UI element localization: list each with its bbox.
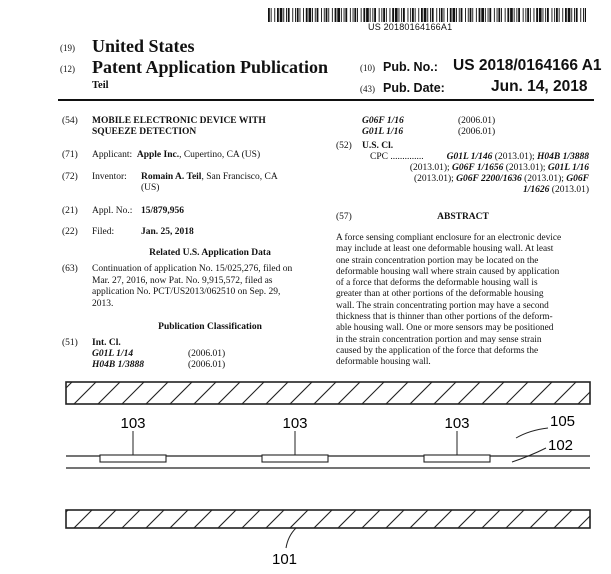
barcode-bar [481,8,484,22]
barcode-bar [383,8,385,22]
int-cl-cont-code-1: G06F 1/16 [362,116,404,126]
strain-sensor [262,455,328,462]
continuation-line: 2013. [92,298,114,309]
barcode-bar [574,8,575,22]
barcode-bar [470,8,472,22]
int-cl-label: Int. Cl. [92,338,121,348]
patent-figure [60,376,598,572]
barcode-bar [536,8,538,22]
barcode-bar [456,8,457,22]
abstract-code: (57) [336,212,352,222]
applicant-label: Applicant: [92,150,133,160]
label-105: 105 [550,413,576,430]
barcode-bar [498,8,500,22]
barcode-bar [321,8,322,22]
barcode-bar [370,8,371,22]
int-cl-year-2: (2006.01) [188,360,226,370]
publication-classification-heading: Publication Classification [158,322,262,332]
title-code: (54) [62,116,78,126]
barcode-bar [576,8,578,22]
barcode-bar [485,8,486,22]
barcode-bar [479,8,481,22]
appl-number: 15/879,956 [141,206,185,216]
related-data-heading: Related U.S. Application Data [149,248,271,258]
barcode-bar [292,8,293,22]
label-103-a: 103 [120,415,146,432]
applicant [92,150,260,162]
int-cl-cont-code-2: G01L 1/16 [362,127,404,137]
barcode-bar [372,8,373,22]
barcode-bar [430,8,431,22]
inventor-code: (72) [62,172,78,182]
barcode-bar [295,8,296,22]
continuation-code: (63) [62,264,78,274]
barcode-bar [450,8,452,22]
cpc-line-4: 1/1626 (2013.01) [523,185,589,195]
barcode-bar [459,8,460,22]
title-line-1: MOBILE ELECTRONIC DEVICE WITH [92,116,266,126]
barcode-bar [366,8,369,22]
barcode-bar [297,8,299,22]
barcode-bar [361,8,362,22]
barcode-bar [507,8,509,22]
barcode-bar [379,8,380,22]
abstract-line: able housing wall. One or more sensors may be positioned [336,323,554,334]
barcode-bar [415,8,416,22]
barcode-bar [401,8,402,22]
continuation-line: application No. PCT/US2013/062510 on Sep. 29, [92,287,281,297]
appl-code: (21) [62,206,78,216]
int-cl-code-2: H04B 1/3888 [92,360,144,370]
top-housing-wall [60,382,598,404]
barcode-bar [288,8,290,22]
pub-date-code: (43) [360,84,375,94]
barcode-bar [514,8,515,22]
barcode-bar [386,8,387,22]
abstract-line: of a force that deforms the deformable housing wall is [336,278,538,289]
country-code: (19) [60,43,75,53]
abstract-line: wall. The strain concentrating portion may have a second [336,300,549,311]
barcode-bar [432,8,434,22]
barcode-bar [390,8,391,22]
cpc-line-1: G01L 1/146 (2013.01); H04B 1/3888 [446,152,589,162]
barcode-bar [453,8,456,22]
label-103-c: 103 [444,415,470,432]
abstract-line: A force sensing compliant enclosure for an electronic device [336,233,562,243]
applicant-location: , Cupertino, CA (US) [179,150,261,160]
abstract-line: thickness that is thinner than other portions of the deform- [336,312,553,323]
filed-code: (22) [62,227,78,237]
barcode-bar [583,8,584,22]
pub-date-label: Pub. Date: [383,81,445,95]
barcode-bar [505,8,506,22]
abstract-line: deformable housing wall where strain caused by application [336,266,560,277]
barcode-bar [353,8,354,22]
barcode-bar [571,8,572,22]
barcode-bar [408,8,409,22]
barcode-bar [585,8,586,22]
filed-date: Jan. 25, 2018 [141,227,194,237]
label-103-b: 103 [282,415,308,432]
barcode-bar [476,8,477,22]
abstract-line: deformable housing wall. [336,357,431,368]
barcode-bar [527,8,529,22]
pub-type-code: (12) [60,64,75,74]
barcode-bar [271,8,272,22]
abstract-line: may include at least one deformable housing wall. At least [336,244,554,255]
barcode-bar [552,8,553,22]
label-102: 102 [548,437,574,454]
barcode-bar [543,8,544,22]
barcode-bar [554,8,555,22]
barcode-bar [337,8,340,22]
barcode-bar [562,8,563,22]
barcode-bar [300,8,301,22]
barcode-bar [518,8,520,22]
barcode-bar [315,8,316,22]
continuation-text [92,264,332,310]
barcode-bar [312,8,313,22]
applicant-name: Apple Inc. [136,150,180,160]
barcode-bar [354,8,356,22]
barcode-bar [494,8,495,22]
barcode-bar [559,8,560,22]
barcode-bar [395,8,398,22]
abstract-text [336,233,590,369]
barcode-bar [345,8,347,22]
barcode-bar [306,8,308,22]
filed-label: Filed: [92,227,115,237]
barcode-bar [444,8,445,22]
barcode-bar [280,8,283,22]
int-cl-code-1: G01L 1/14 [92,349,134,359]
barcode-bar [410,8,411,22]
inventor-location-2: (US) [141,183,160,193]
cpc-line-3: (2013.01); G06F 2200/1636 (2013.01); G06F [413,174,589,184]
barcode-bar [326,8,328,22]
leader-101 [286,528,296,548]
barcode-bar [303,8,304,22]
barcode-bar [510,8,513,22]
barcode-bar [341,8,342,22]
barcode-bar [309,8,312,22]
barcode-bar [539,8,542,22]
barcode-bar [447,8,448,22]
barcode-bar [421,8,423,22]
abstract-line: caused by the application of the force that deforms the [336,345,539,356]
header-rule [58,99,594,101]
barcode-bar [545,8,546,22]
barcode-bar [534,8,535,22]
barcode-bar [350,8,351,22]
int-cl-code: (51) [62,338,78,348]
pub-no-code: (10) [360,63,375,73]
barcode-bar [424,8,427,22]
barcode-bar [439,8,440,22]
us-cl-code: (52) [336,141,352,151]
barcode-bar [468,8,469,22]
us-cl-label: U.S. Cl. [362,141,394,151]
barcode-bar [283,8,284,22]
barcode-bar [436,8,437,22]
bottom-housing-wall [60,510,598,528]
barcode-bar [317,8,319,22]
barcode-bar [556,8,558,22]
barcode-bar [403,8,405,22]
barcode-bar [488,8,489,22]
strain-sensor [424,455,490,462]
barcode-bar [268,8,270,22]
continuation-line: Mar. 27, 2016, now Pat. No. 9,915,572, filed as [92,275,273,286]
abstract-line: greater than at other portions of the deformable housing [336,289,544,300]
abstract-line: in the strain concentration portion and may sense strain [336,334,542,345]
barcode-bar [392,8,394,22]
title-line-2: SQUEEZE DETECTION [92,127,197,137]
barcode-bar [335,8,337,22]
barcode-bar [328,8,329,22]
pub-no-label: Pub. No.: [383,60,438,74]
barcode-bar [461,8,463,22]
inventor-name: Romain A. Teil [141,172,202,182]
cpc-leader-dots: .............. [390,152,424,162]
barcode-bar [286,8,287,22]
barcode-bar [497,8,498,22]
barcode-bar [274,8,275,22]
inventor-surname: Teil [92,80,109,91]
barcode-bar [441,8,443,22]
barcode-bar [465,8,466,22]
barcode-bar [418,8,419,22]
int-cl-cont-year-1: (2006.01) [458,116,496,126]
barcode-bar [547,8,549,22]
pub-no: US 2018/0164166 A1 [453,57,602,74]
barcode-bar [277,8,279,22]
continuation-line: Continuation of application No. 15/025,276, filed on [92,264,293,274]
leader-102 [512,448,546,462]
barcode-bar [489,8,491,22]
barcode-bar [374,8,376,22]
pub-date: Jun. 14, 2018 [491,78,588,95]
barcode-bar [332,8,333,22]
barcode-bar [427,8,428,22]
country: United States [92,36,195,56]
abstract-line: one strain concentration portion may be located on the [336,255,539,266]
barcode-bar [580,8,581,22]
leader-105 [516,428,548,438]
barcode-bar [501,8,502,22]
int-cl-year-1: (2006.01) [188,349,226,359]
strain-sensor [100,455,166,462]
int-cl-cont-year-2: (2006.01) [458,127,496,137]
barcode-number: US 20180164166A1 [368,22,453,32]
barcode-bar [399,8,400,22]
barcode-bar [523,8,524,22]
appl-label: Appl. No.: [92,206,133,216]
label-101: 101 [272,551,298,568]
barcode-bar [472,8,473,22]
barcode-bar [363,8,365,22]
barcode-bar [412,8,414,22]
barcode-bar [516,8,517,22]
barcode-bar [568,8,571,22]
barcode-bar [565,8,567,22]
barcode-bar [324,8,325,22]
inventor-location: , San Francisco, CA [201,172,278,182]
inventor-label: Inventor: [92,172,127,182]
applicant-code: (71) [62,150,78,160]
barcode-bar [381,8,382,22]
barcode-bar [357,8,358,22]
cpc-label: CPC .............. [370,152,424,162]
inventor [141,172,278,184]
barcode-bar [344,8,345,22]
barcode [268,8,586,22]
cpc-line-2: (2013.01); G06F 1/1656 (2013.01); G01L 1/16 [409,163,589,173]
barcode-bar [525,8,526,22]
barcode-bar [530,8,531,22]
publication-type: Patent Application Publication [92,57,329,77]
abstract-heading: ABSTRACT [437,212,489,222]
